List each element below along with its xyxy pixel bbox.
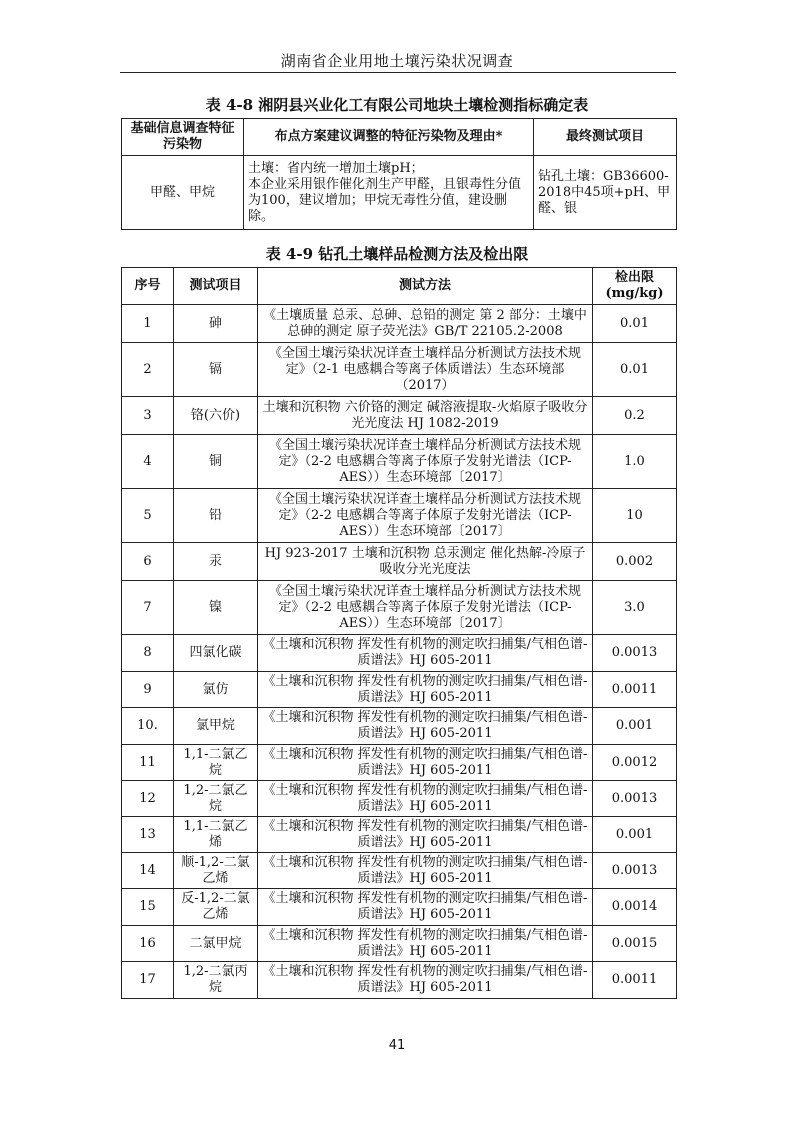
table-4-9-cell-no: 14	[122, 853, 174, 889]
table-4-9-cell-limit: 0.0015	[593, 926, 677, 962]
table-4-9-cell-item: 铬(六价)	[174, 397, 258, 435]
table-4-9-cell-limit: 0.0014	[593, 889, 677, 926]
table-4-9-cell-no: 13	[122, 817, 174, 853]
table-4-9-cell-item: 汞	[174, 543, 258, 581]
table-4-9-cell-item: 1,1-二氯乙烯	[174, 817, 258, 853]
table-4-9-cell-method: 《土壤和沉积物 挥发性有机物的测定吹扫捕集/气相色谱-质谱法》HJ 605-2011	[258, 853, 593, 889]
table-4-9-cell-no: 4	[122, 435, 174, 489]
table-4-9-cell-limit: 10	[593, 489, 677, 543]
table-4-9	[121, 267, 677, 999]
table-4-8-header-pollutants: 基础信息调查特征污染物	[122, 119, 244, 156]
table-4-9-cell-method: 《全国土壤污染状况详查土壤样品分析测试方法技术规定》（2-1 电感耦合等离子体质谱法）生态环境部（2017）	[258, 343, 593, 397]
table-row	[122, 781, 677, 817]
table-4-9-cell-item: 1,2-二氯乙烷	[174, 781, 258, 817]
table-4-9-cell-no: 6	[122, 543, 174, 581]
table-4-9-cell-limit: 0.01	[593, 343, 677, 397]
table-4-9-cell-method: 《全国土壤污染状况详查土壤样品分析测试方法技术规定》（2-2 电感耦合等离子体原子发射光谱法（ICP-AES））生态环境部〔2017〕	[258, 581, 593, 635]
table-4-9-cell-method: 《土壤和沉积物 挥发性有机物的测定吹扫捕集/气相色谱-质谱法》HJ 605-2011	[258, 962, 593, 999]
table-4-9-cell-item: 顺-1,2-二氯乙烯	[174, 853, 258, 889]
table-4-9-cell-item: 铅	[174, 489, 258, 543]
table-4-9-cell-item: 1,2-二氯丙烷	[174, 962, 258, 999]
table-4-9-cell-limit: 0.0011	[593, 672, 677, 708]
table-4-9-cell-limit: 0.0013	[593, 635, 677, 672]
table-4-9-cell-method: 《土壤质量 总汞、总砷、总铅的测定 第 2 部分：土壤中总砷的测定 原子荧光法》GB/T 22105.2-2008	[258, 305, 593, 343]
table-row	[122, 435, 677, 489]
table-row	[122, 343, 677, 397]
table-4-9-caption: 表 4-9 钻孔土壤样品检测方法及检出限	[265, 245, 529, 263]
table-4-9-cell-no: 5	[122, 489, 174, 543]
table-4-9-cell-limit: 0.002	[593, 543, 677, 581]
table-4-9-cell-no: 2	[122, 343, 174, 397]
table-4-9-cell-method: 《全国土壤污染状况详查土壤样品分析测试方法技术规定》（2-2 电感耦合等离子体原子发射光谱法（ICP-AES））生态环境部〔2017〕	[258, 489, 593, 543]
table-row	[122, 305, 677, 343]
table-4-9-cell-limit: 0.2	[593, 397, 677, 435]
table-row	[122, 543, 677, 581]
table-4-9-header-limit: 检出限 (mg/kg)	[593, 268, 677, 305]
table-4-9-cell-no: 9	[122, 672, 174, 708]
table-4-8-cell-pollutants: 甲醛、甲烷	[122, 156, 244, 230]
table-row	[122, 397, 677, 435]
table-4-9-cell-limit: 0.001	[593, 708, 677, 745]
table-row	[122, 489, 677, 543]
table-4-9-cell-item: 铜	[174, 435, 258, 489]
table-4-9-cell-no: 12	[122, 781, 174, 817]
table-4-9-cell-method: 《土壤和沉积物 挥发性有机物的测定吹扫捕集/气相色谱-质谱法》HJ 605-2011	[258, 708, 593, 745]
table-4-9-cell-item: 二氯甲烷	[174, 926, 258, 962]
table-4-9-cell-limit: 0.0013	[593, 853, 677, 889]
table-4-9-cell-no: 10.	[122, 708, 174, 745]
table-4-9-header-method: 测试方法	[258, 268, 593, 305]
table-4-8-header-final: 最终测试项目	[534, 119, 677, 156]
table-4-9-cell-limit: 0.001	[593, 817, 677, 853]
table-4-9-header-item: 测试项目	[174, 268, 258, 305]
table-row	[122, 708, 677, 745]
table-4-9-cell-method: 《土壤和沉积物 挥发性有机物的测定吹扫捕集/气相色谱-质谱法》HJ 605-2011	[258, 672, 593, 708]
table-4-9-cell-no: 3	[122, 397, 174, 435]
page-number: 41	[388, 1038, 406, 1053]
table-4-8-cell-final: 钻孔土壤：GB36600-2018中45项+pH、甲醛、银	[534, 156, 677, 230]
table-4-8-caption: 表 4-8 湘阴县兴业化工有限公司地块土壤检测指标确定表	[205, 96, 589, 114]
table-4-9-cell-no: 15	[122, 889, 174, 926]
table-4-9-cell-no: 8	[122, 635, 174, 672]
table-row	[122, 962, 677, 999]
table-4-8	[121, 118, 677, 230]
table-4-9-header-no: 序号	[122, 268, 174, 305]
table-4-9-cell-item: 镉	[174, 343, 258, 397]
table-4-9-cell-method: 《土壤和沉积物 挥发性有机物的测定吹扫捕集/气相色谱-质谱法》HJ 605-2011	[258, 635, 593, 672]
table-4-9-cell-method: 《土壤和沉积物 挥发性有机物的测定吹扫捕集/气相色谱-质谱法》HJ 605-2011	[258, 889, 593, 926]
table-4-9-cell-limit: 0.0011	[593, 962, 677, 999]
table-4-9-cell-limit: 1.0	[593, 435, 677, 489]
table-4-9-cell-no: 7	[122, 581, 174, 635]
table-4-9-cell-limit: 3.0	[593, 581, 677, 635]
table-4-9-cell-no: 16	[122, 926, 174, 962]
table-4-9-cell-item: 四氯化碳	[174, 635, 258, 672]
table-4-8-header-reason: 布点方案建议调整的特征污染物及理由*	[244, 119, 534, 156]
table-row	[122, 926, 677, 962]
table-4-9-cell-method: 《土壤和沉积物 挥发性有机物的测定吹扫捕集/气相色谱-质谱法》HJ 605-2011	[258, 817, 593, 853]
table-4-9-cell-method: HJ 923-2017 土壤和沉积物 总汞测定 催化热解-冷原子吸收分光光度法	[258, 543, 593, 581]
table-4-9-cell-method: 《全国土壤污染状况详查土壤样品分析测试方法技术规定》（2-2 电感耦合等离子体原子发射光谱法（ICP-AES））生态环境部〔2017〕	[258, 435, 593, 489]
table-4-9-cell-method: 《土壤和沉积物 挥发性有机物的测定吹扫捕集/气相色谱-质谱法》HJ 605-2011	[258, 745, 593, 781]
table-4-9-cell-item: 镍	[174, 581, 258, 635]
table-4-9-cell-method: 《土壤和沉积物 挥发性有机物的测定吹扫捕集/气相色谱-质谱法》HJ 605-2011	[258, 926, 593, 962]
table-4-9-cell-limit: 0.01	[593, 305, 677, 343]
table-4-9-cell-limit: 0.0013	[593, 781, 677, 817]
table-4-9-cell-limit: 0.0012	[593, 745, 677, 781]
table-4-9-cell-item: 氯甲烷	[174, 708, 258, 745]
table-row	[122, 581, 677, 635]
table-4-9-cell-item: 砷	[174, 305, 258, 343]
table-row	[122, 745, 677, 781]
table-4-9-cell-item: 氯仿	[174, 672, 258, 708]
table-row	[122, 635, 677, 672]
table-row	[122, 672, 677, 708]
table-4-9-cell-method: 《土壤和沉积物 挥发性有机物的测定吹扫捕集/气相色谱-质谱法》HJ 605-2011	[258, 781, 593, 817]
header-divider	[120, 72, 676, 73]
table-row	[122, 889, 677, 926]
table-row	[122, 817, 677, 853]
table-4-9-cell-method: 土壤和沉积物 六价铬的测定 碱溶液提取-火焰原子吸收分光光度法 HJ 1082-2019	[258, 397, 593, 435]
page-header-title: 湖南省企业用地土壤污染状况调查	[280, 52, 514, 70]
table-row	[122, 853, 677, 889]
table-4-9-cell-no: 17	[122, 962, 174, 999]
table-4-9-cell-no: 11	[122, 745, 174, 781]
table-4-8-cell-reason: 土壤：省内统一增加土壤pH； 本企业采用银作催化剂生产甲醛，且银毒性分值为100，建议增加；甲烷无毒性分值，建设删除。	[244, 156, 534, 230]
table-4-9-cell-no: 1	[122, 305, 174, 343]
table-4-9-cell-item: 1,1-二氯乙烷	[174, 745, 258, 781]
table-4-9-cell-item: 反-1,2-二氯乙烯	[174, 889, 258, 926]
